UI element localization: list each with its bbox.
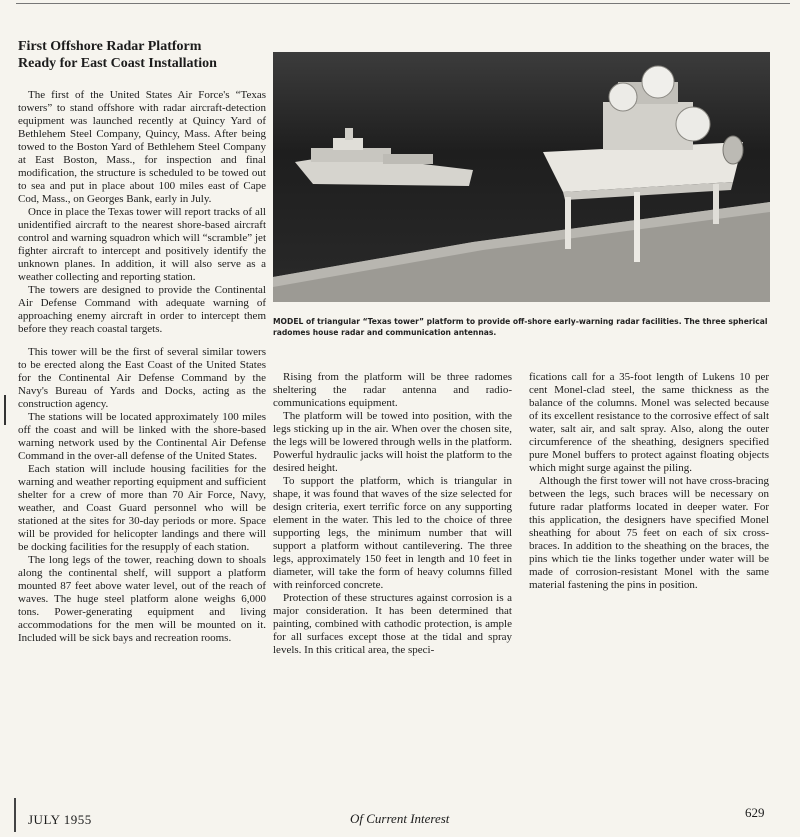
photo-caption: MODEL of triangular “Texas tower” platform to provide off-shore early-warning radar facilities. The three spherical radomes house radar and communication antennas.: [273, 317, 768, 337]
column-2: [273, 371, 512, 657]
paragraph: Although the first tower will not have cross-bracing between the legs, such braces will be necessary on future radar platforms located in deeper water. For this application, the designers have specified Monel sheathing for about 75 feet on each of six cross-braces. In addition to the sheathing on the braces, the pins which tie the links together under water will be made of corrosion-resistant Monel with the same material fastening the pins in position.: [529, 475, 769, 591]
paragraph: fications call for a 35-foot length of Lukens 10 per cent Monel-clad steel, the same thickness as the balance of the columns. Monel was selected because of its excellent resistance to the corrosive effect of salt water, salt air, and salt spray. Also, along the outer circumference of the sheathing, designers specified pure Monel buffers to protect against floating objects which might surge against the piling.: [529, 371, 769, 474]
top-rule: [16, 3, 790, 4]
paragraph: To support the platform, which is triangular in shape, it was found that waves of the size selected for design criteria, exert terrific force on any supporting element in the water. This led to the choice of three supporting legs, the minimum number that will support a platform without cantilevering. The three legs, approximately 150 feet in length and 10 feet in diameter, will take the form of heavy columns filled with reinforced concrete.: [273, 475, 512, 591]
paragraph: Once in place the Texas tower will report tracks of all unidentified aircraft to the nearest shore-based aircraft control and warning squadron which will “scramble” jet fighter aircraft to intercept and positively identify the unknown planes. In addition, it will also serve as a weather collecting and reporting station.: [18, 206, 266, 283]
paragraph: The towers are designed to provide the Continental Air Defense Command with adequate warning of approaching enemy aircraft in order to intercept them before they reach coastal targets.: [18, 284, 266, 335]
paragraph: This tower will be the first of several similar towers to be erected along the East Coast of the United States for the Continental Air Defense Command by the Navy's Bureau of Yards and Docks, acting as the construction agency.: [18, 346, 266, 410]
paragraph: Each station will include housing facilities for the warning and weather reporting equipment and sufficient shelter for a crew of more than 70 Air Force, Navy, weather, and Coast Guard personnel who will be stationed at the sites for 30-day periods or more. Space will be provided for helicopter landings and there will be docking facilities for the resupply of each station.: [18, 463, 266, 553]
radar-platform-model-image: [273, 52, 770, 302]
column-3: [529, 371, 769, 592]
paragraph: The platform will be towed into position, with the legs sticking up in the air. When over the chosen site, the legs will be lowered through wells in the platform. Powerful hydraulic jacks will hoist the platform to the desired height.: [273, 410, 512, 474]
paragraph: The first of the United States Air Force's “Texas towers” to stand offshore with radar aircraft-detection equipment was launched recently at Quincy Yard of Bethlehem Steel Company, Quincy, Mass. After being towed to the Boston Yard of Bethlehem Steel Company at East Boston, Mass., for inspection and final modification, the structure is scheduled to be towed out to sea and put in place about 100 miles east of Cape Cod, Mass., on Georges Bank, early in July.: [18, 89, 266, 205]
headline-line-2: Ready for East Coast Installation: [18, 56, 217, 71]
column-1: [18, 89, 266, 645]
margin-mark: [4, 395, 6, 425]
paragraph: The long legs of the tower, reaching down to shoals along the continental shelf, will support a platform mounted 87 feet above water level, out of the reach of waves. The huge steel platform alone weighs 6,000 tons. Power-generating equipment and living accommodations for the men will be mounted on it. Included will be sick bays and recreation rooms.: [18, 554, 266, 644]
model-photo: [273, 52, 770, 302]
paragraph: Protection of these structures against corrosion is a major consideration. It has been determined that painting, combined with cathodic protection, is ample for all surfaces except those at the tidal and spray levels. In this critical area, the speci-: [273, 592, 512, 656]
article-headline: [18, 38, 268, 72]
page-number: 629: [745, 805, 765, 820]
headline-line-1: First Offshore Radar Platform: [18, 39, 202, 54]
paragraph: Rising from the platform will be three radomes sheltering the radar antenna and radio-communications equipment.: [273, 371, 512, 409]
issue-date: JULY 1955: [28, 812, 92, 827]
paragraph: The stations will be located approximately 100 miles off the coast and will be linked with the shore-based warning network used by the Continental Air Defense Command in the over-all defense of the United States.: [18, 411, 266, 462]
footer-rule: [14, 798, 16, 832]
section-name: Of Current Interest: [350, 811, 450, 826]
